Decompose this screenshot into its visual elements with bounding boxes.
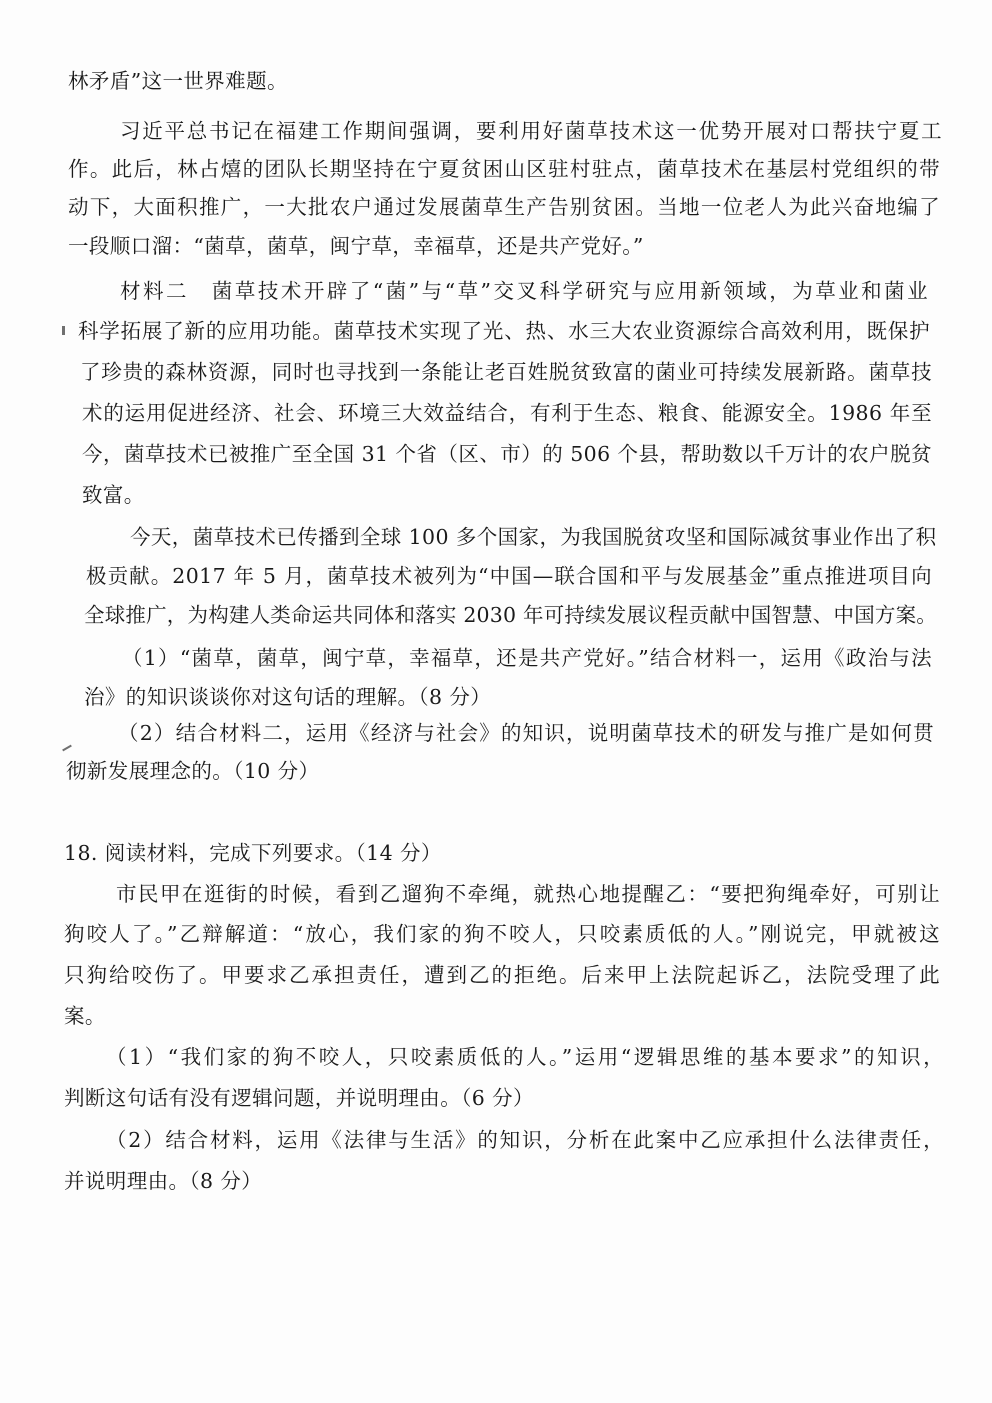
q18-material-line: 狗咬人了。”乙辩解道：“放心，我们家的狗不咬人，只咬素质低的人。”刚说完，甲就被这: [64, 922, 940, 946]
today-line: 极贡献。2017 年 5 月，菌草技术被列为“中国—联合国和平与发展基金”重点推进项目向: [86, 564, 932, 588]
paragraph-line: 习近平总书记在福建工作期间强调，要利用好菌草技术这一优势开展对口帮扶宁夏工: [120, 119, 942, 143]
scan-artifact: [62, 745, 72, 752]
q18-part2-line: 并说明理由。（8 分）: [64, 1169, 263, 1193]
q18-part1-line: （1）“我们家的狗不咬人，只咬素质低的人。”运用“逻辑思维的基本要求”的知识，: [106, 1045, 944, 1069]
material2-line: 致富。: [82, 483, 145, 507]
material2-line: 今，菌草技术已被推广至全国 31 个省（区、市）的 506 个县，帮助数以千万计的农户脱贫: [82, 442, 932, 466]
material2-line: 了珍贵的森林资源，同时也寻找到一条能让老百姓脱贫致富的菌业可持续发展新路。菌草技: [80, 360, 932, 384]
continuation-line: 林矛盾”这一世界难题。: [68, 69, 288, 93]
material2-line: 材料二 菌草技术开辟了“菌”与“草”交叉科学研究与应用新领域，为草业和菌业: [120, 279, 928, 303]
q18-part2-line: （2）结合材料，运用《法律与生活》的知识，分析在此案中乙应承担什么法律责任，: [106, 1128, 944, 1152]
material2-line: 术的运用促进经济、社会、环境三大效益结合，有利于生态、粮食、能源安全。1986 年至: [82, 401, 932, 425]
paragraph-line: 作。此后，林占熺的团队长期坚持在宁夏贫困山区驻村驻点，菌草技术在基层村党组织的带: [68, 157, 940, 181]
today-line: 今天，菌草技术已传播到全球 100 多个国家，为我国脱贫攻坚和国际减贫事业作出了积: [130, 525, 937, 549]
scan-artifact: [62, 326, 65, 335]
q18-heading: 18. 阅读材料，完成下列要求。（14 分）: [64, 841, 442, 865]
q17-part2-line: 彻新发展理念的。（10 分）: [66, 759, 320, 783]
q18-part1-line: 判断这句话有没有逻辑问题，并说明理由。（6 分）: [64, 1086, 534, 1110]
paragraph-line: 一段顺口溜：“菌草，菌草，闽宁草，幸福草，还是共产党好。”: [68, 234, 644, 258]
q18-material-line: 市民甲在逛街的时候，看到乙遛狗不牵绳，就热心地提醒乙：“要把狗绳牵好，可别让: [116, 882, 940, 906]
paragraph-line: 动下，大面积推广，一大批农户通过发展菌草生产告别贫困。当地一位老人为此兴奋地编了: [68, 195, 940, 219]
material2-line: 科学拓展了新的应用功能。菌草技术实现了光、热、水三大农业资源综合高效利用，既保护: [78, 319, 930, 343]
q17-part1-line: 治》的知识谈谈你对这句话的理解。（8 分）: [84, 685, 492, 709]
q18-material-line: 案。: [64, 1004, 106, 1028]
q18-material-line: 只狗给咬伤了。甲要求乙承担责任，遭到乙的拒绝。后来甲上法院起诉乙，法院受理了此: [64, 963, 940, 987]
today-line: 全球推广，为构建人类命运共同体和落实 2030 年可持续发展议程贡献中国智慧、中国方案。: [84, 603, 938, 627]
q17-part2-line: （2）结合材料二，运用《经济与社会》的知识，说明菌草技术的研发与推广是如何贯: [118, 721, 934, 745]
q17-part1-line: （1）“菌草，菌草，闽宁草，幸福草，还是共产党好。”结合材料一，运用《政治与法: [122, 646, 932, 670]
